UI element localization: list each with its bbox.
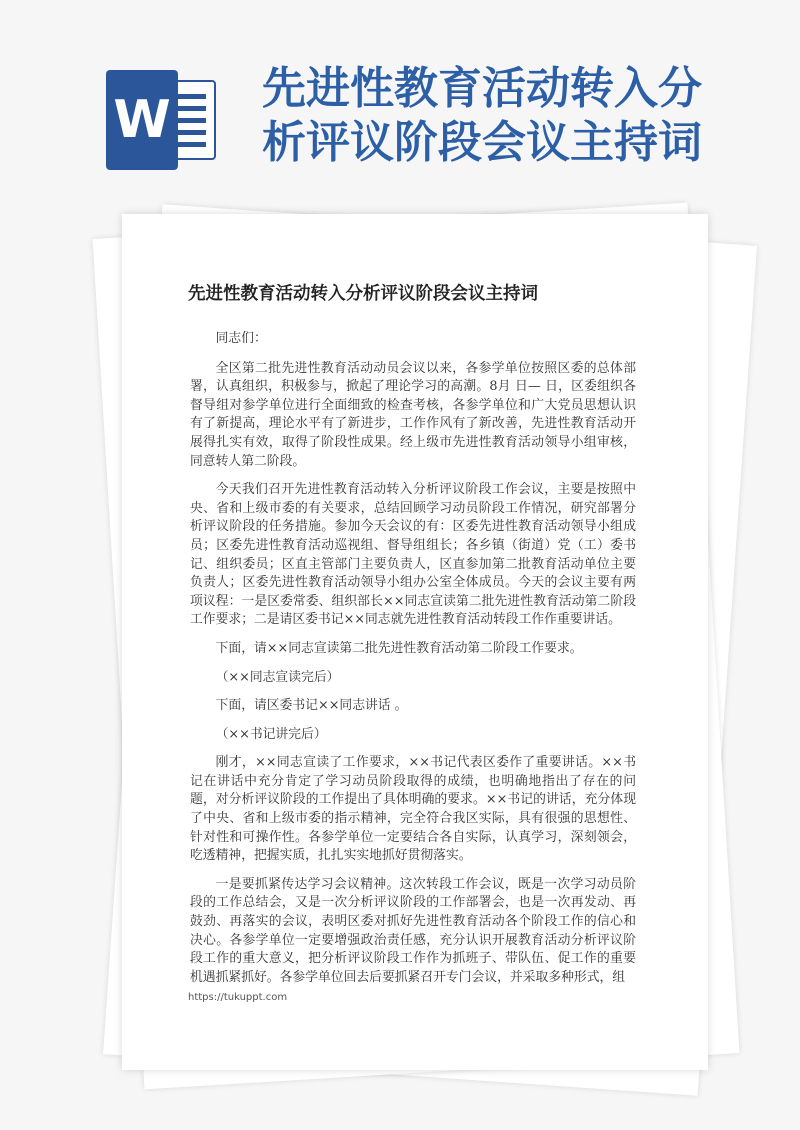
paragraph: 今天我们召开先进性教育活动转入分析评议阶段工作会议，主要是按照中央、省和上级市委的有关要求，总结回顾学习动员阶段工作情况，研究部署分析评议阶段的任务措施。参加今天会议的有：区委先进性教育活动领导小组成员；区委先进性教育活动巡视组、督导组组长；各乡镇（街道）党（工）委书记、组织委员；区直主管部门主要负责人，区直参加第二批教育活动单位主要负责人；区委先进性教育活动领导小组办公室全体成员。今天的会议主要有两项议程：一是区委常委、组织部长××同志宣读第二批先进性教育活动第二阶段工作要求；二是请区委书记××同志就先进性教育活动转段工作作重要讲话。 [190,482,636,628]
stage-note: （××同志宣读完后） [215,669,340,685]
paragraph: 一是要抓紧传达学习会议精神。这次转段工作会议，既是一次学习动员阶段的工作总结会，又是一次分析评议阶段的工作部署会，也是一次再发动、再鼓劲、再落实的会议，表明区委对抓好先进性教育活动各个阶段工作的信心和决心。各参学单位一定要增强政治责任感，充分认识开展教育活动分析评议阶段工作的重大意义，把分析评议阶段工作作为抓班子、带队伍、促工作的重要机遇抓紧抓好。各参学单位回去后要抓紧召开专门会议，并采取多种形式，组 [190,876,636,985]
paragraph: 全区第二批先进性教育活动动员会议以来，各参学单位按照区委的总体部署，认真组织，积极参与，掀起了理论学习的高潮。8月 日— 日，区委组织各督导组对参学单位进行全面细致的检查考核，各参学单位和广大党员思想认识有了新提高，理论水平有了新进步，工作作风有了新改善，先进性教育活动开展得扎实有效，取得了阶段性成果。经上级市先进性教育活动领导小组审核，同意转人第二阶段。 [190,360,636,469]
paragraph: 刚才，××同志宣读了工作要求，××书记代表区委作了重要讲话。××书记在讲话中充分肯定了学习动员阶段取得的成绩，也明确地指出了存在的问题，对分析评议阶段的工作提出了具体明确的要求。××书记的讲话，充分体现了中央、省和上级市委的指示精神，完全符合我区实际，具有很强的思想性、针对性和可操作性。各参学单位一定要结合各自实际，认真学习，深刻领会，吃透精神，把握实质，扎扎实实地抓好贯彻落实。 [190,755,636,864]
paragraph: 下面，请××同志宣读第二批先进性教育活动第二阶段工作要求。 [215,640,583,656]
document-page [122,214,708,1070]
salutation: 同志们： [215,331,267,346]
document-title: 先进性教育活动转入分析评议阶段会议主持词 [188,284,538,304]
footer-url: https://tukuppt.com [188,992,288,1003]
document-body [190,330,636,997]
word-w-icon: W [106,70,178,170]
page-title: 先进性教育活动转入分析评议阶段会议主持词 [262,63,702,168]
paragraph: 下面，请区委书记××同志讲话 。 [215,698,408,714]
word-logo-icon [106,70,218,170]
stage-note: （××书记讲完后） [215,726,327,742]
